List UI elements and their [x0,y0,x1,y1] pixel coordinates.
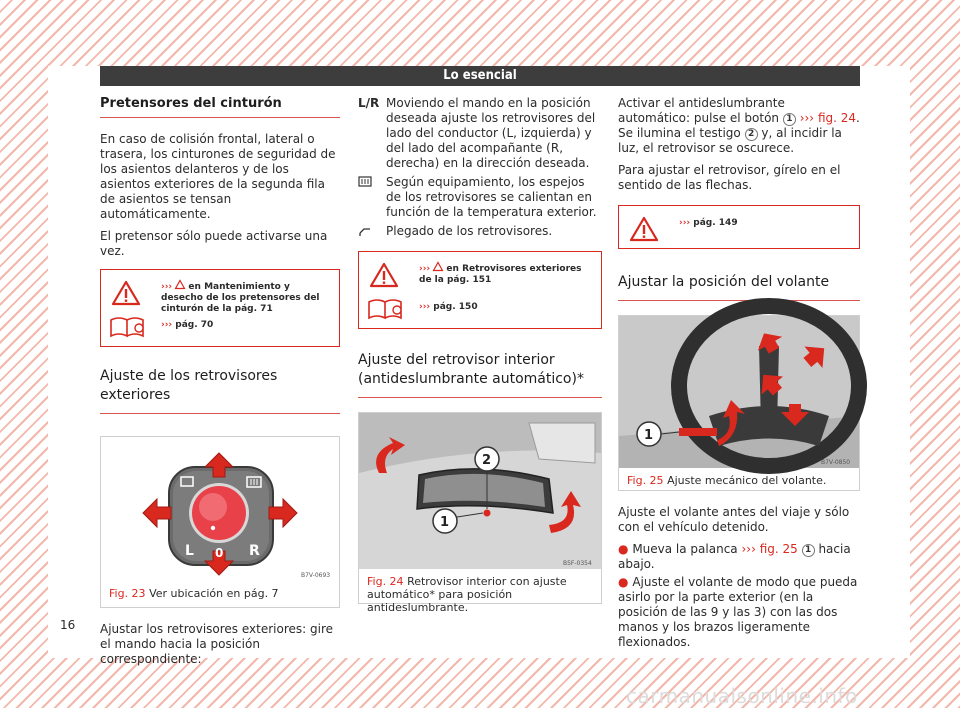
callout-ref: 1 [783,113,796,126]
small-warning-icon [433,264,446,274]
book-ref-text: pág. 70 [175,320,214,330]
figure-code: B5F-0354 [563,560,592,567]
steering-wheel-illustration [619,316,859,468]
book-ref-text: pág. 150 [433,302,478,312]
link-arrow-icon: ››› [799,111,815,125]
body-text [100,622,340,667]
figure-caption-text: Ver ubicación en pág. 7 [149,587,279,600]
section-title: Pretensores del cinturón [100,96,340,118]
callout-ref: 2 [745,128,758,141]
definition-text: Moviendo el mando en la posición deseada ajuste los retrovisores del lado del conductor (L, izquierda) y del lado del acompañante (R, derecha) en la dirección deseada. [386,96,596,170]
warning-box [358,251,602,329]
callout-ref: 1 [802,544,815,557]
figure-mirror-control [100,436,340,608]
paragraph: Para ajustar el retrovisor, gírelo en el sentido de las flechas. [618,163,841,192]
callout-2: 2 [482,453,492,468]
text-run: Mueva la palanca [632,542,738,556]
warning-text[interactable] [419,262,595,286]
page-header: Lo esencial [100,66,860,86]
link-arrow-icon: ››› [161,320,173,330]
warning-triangle-icon [369,262,399,288]
paragraph: El pretensor sólo puede activarse una vez. [100,229,328,258]
paragraph [618,96,860,156]
subsection-title: Ajustar la posición del volante [618,273,860,301]
fold-icon [358,224,386,241]
figure-label: Fig. 23 [109,587,146,600]
mirror-control-illustration [101,437,339,581]
figure-code: B7V-0850 [821,459,851,466]
definition-row [358,224,602,241]
bullet-item [618,542,860,572]
definition-text: Plegado de los retrovisores. [386,224,553,238]
book-ref[interactable] [161,320,213,330]
figure-caption [359,569,601,622]
book-ref[interactable] [679,218,738,228]
watermark: carmanualsonline.info [626,684,858,708]
text-run: Activar el antideslumbrante automático: pulse el botón [618,96,785,125]
subsection-title: Ajuste de los retrovisores exteriores [100,367,340,414]
definition-list [358,96,602,241]
warning-triangle-icon [111,280,141,306]
text-run: hacia abajo. [618,542,851,571]
small-warning-icon [175,282,188,292]
figure-steering-wheel [618,315,860,491]
book-ref-text: pág. 149 [693,218,738,228]
warning-text[interactable] [161,280,333,315]
callout-1: 1 [644,428,654,443]
body-text [618,96,860,193]
text-run: y, al incidir la luz, el retrovisor se oscurece. [618,126,842,155]
book-icon [109,316,147,338]
paragraph: En caso de colisión frontal, lateral o trasera, los cinturones de seguridad de los asientos delanteros y de los asientos exteriores de la segunda fila de asientos se tensan automáticamente. [100,132,336,221]
heat-icon [358,175,386,220]
body-text [618,505,860,650]
figure-interior-mirror [358,412,602,614]
link-arrow-icon: ››› [419,264,431,274]
interior-mirror-illustration [359,413,601,569]
definition-row [358,175,602,220]
column-right [618,96,860,657]
body-text [100,132,340,259]
bullet-icon: ● [618,575,629,589]
column-middle [358,96,602,614]
paragraph: Ajuste el volante antes del viaje y sólo con el vehículo detenido. [618,505,850,534]
link-arrow-icon: ››› [679,218,691,228]
figure-caption-text: Retrovisor interior con ajuste automático* para posición antideslumbrante. [367,575,567,614]
position-l-label: L [185,543,194,559]
figure-caption [619,468,859,495]
key-lr: L/R [358,96,380,110]
bullet-item [618,575,860,650]
book-ref[interactable] [419,302,478,312]
position-0-label: 0 [215,546,224,560]
figure-link[interactable]: fig. 25 [759,542,798,556]
page-number: 16 [60,618,76,632]
link-arrow-icon: ››› [741,542,756,556]
link-arrow-icon: ››› [419,302,431,312]
definition-row [358,96,602,171]
subsection-title: Ajuste del retrovisor interior (antideslumbrante automático)* [358,351,602,398]
figure-link[interactable]: fig. 24 [817,111,857,125]
warning-ref-text: en Retrovisores exteriores de la pág. 151 [419,264,582,285]
figure-caption-text: Ajuste mecánico del volante. [667,474,827,487]
book-icon [367,298,405,320]
text-run: Ajuste el volante de modo que pueda asirlo por la parte exterior (en la posición de las 9 y las 3) con las dos manos y los brazos ligeramente flexionados. [618,575,858,649]
bullet-icon: ● [618,542,629,556]
figure-label: Fig. 25 [627,474,664,487]
link-arrow-icon: ››› [161,282,173,292]
position-r-label: R [249,543,260,559]
definition-text: Según equipamiento, los espejos de los retrovisores se calientan en función de la temperatura exterior. [386,175,597,219]
warning-box [100,269,340,347]
warning-box [618,205,860,249]
paragraph: Ajustar los retrovisores exteriores: gire el mando hacia la posición correspondiente: [100,622,334,666]
warning-ref-text: en Mantenimiento y desecho de los pretensores del cinturón de la pág. 71 [161,282,320,314]
figure-code: B7V-0693 [301,572,331,579]
text-run: . Se ilumina el testigo [618,111,860,140]
warning-triangle-icon [629,216,659,242]
callout-1: 1 [440,515,450,530]
figure-label: Fig. 24 [367,575,404,588]
figure-caption [101,581,339,608]
column-left [100,96,340,674]
